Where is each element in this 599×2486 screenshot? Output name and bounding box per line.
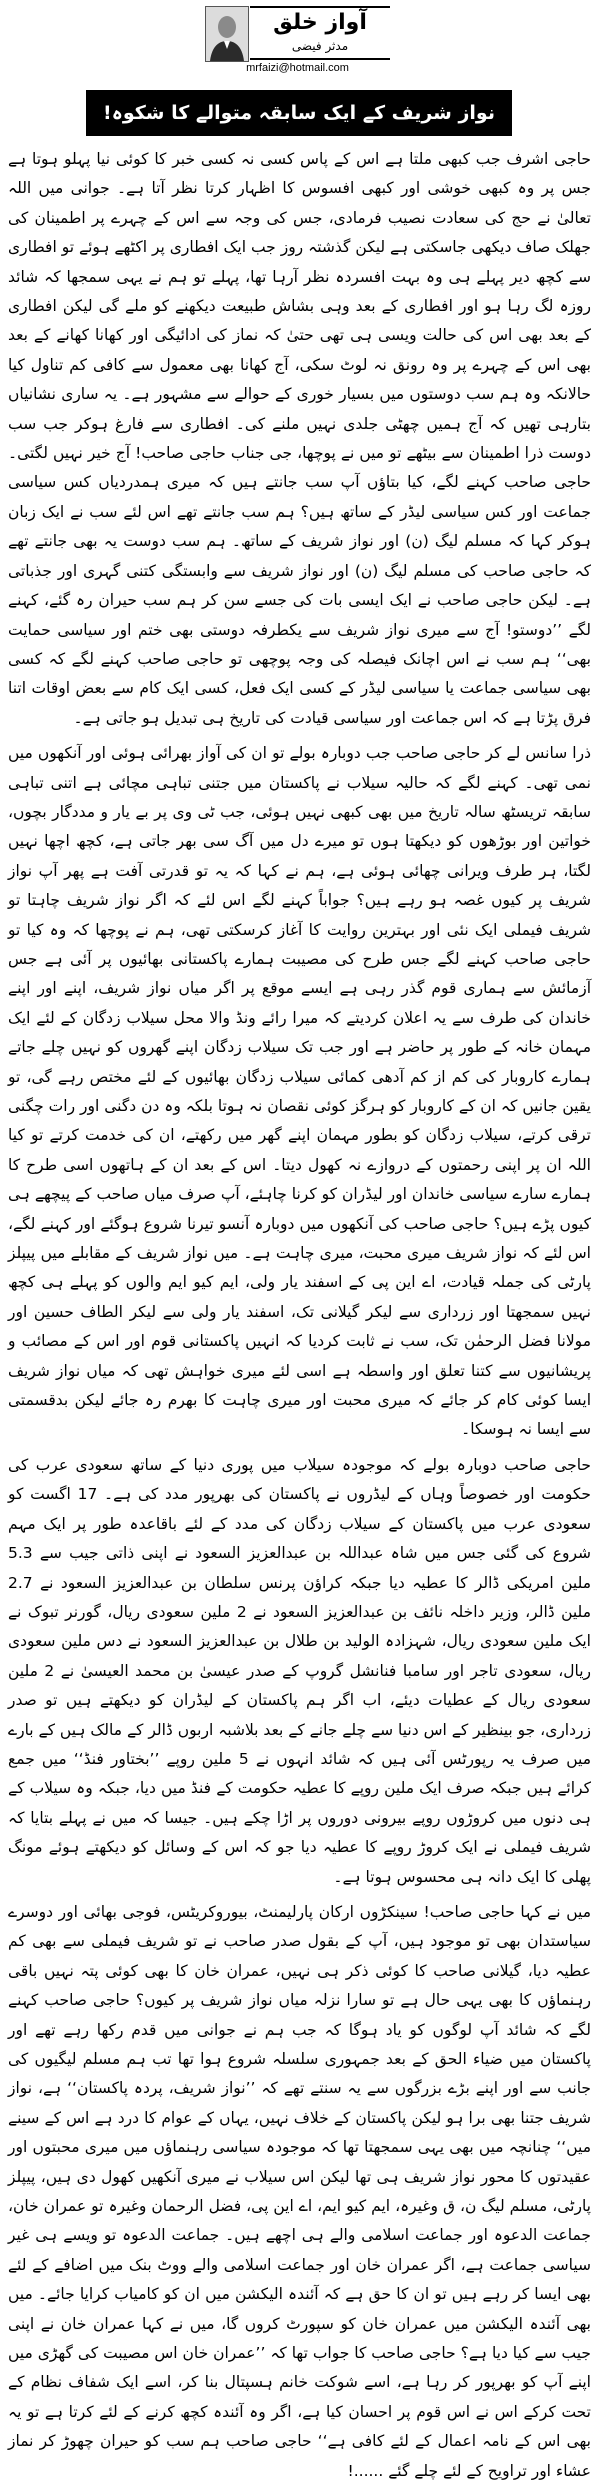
author-name: مدثر فیضی	[291, 39, 349, 53]
column-name: آواز خلق	[273, 10, 367, 35]
article-paragraph: ذرا سانس لے کر حاجی صاحب جب دوبارہ بولے تو ان کی آواز بھرائی ہوئی اور آنکھوں میں نمی تھی۔ کہنے لگے کہ حالیہ سیلاب نے پاکستان میں جتنی تباہی مچائی ہے اتنی تباہی سابقہ تریسٹھ سالہ تاریخ میں بھی کبھی نہیں ہوئی، جب ٹی وی پر بے یار و مددگار بچوں، خواتین اور بوڑھوں کو دیکھتا ہوں تو میرے دل میں آگ سی بھر جاتی ہے، کچھ اچھا نہیں لگتا، ہر طرف ویرانی چھائی ہوئی ہے، ہم نے کہا کہ یہ تو قدرتی آفت ہے پھر آپ نواز شریف پر کیوں غصہ ہو رہے ہیں؟ جواباً کہنے لگے اس لئے کہ اگر نواز شریف چاہتا تو شریف فیملی ایک نئی اور بہترین روایت کا آغاز کرسکتی تھی، ہم نے پوچھا کہ وہ کیا تو حاجی صاحب کہنے لگے جس طرح کی مصیبت ہمارے پاکستانی بھائیوں پر آئی ہے جس آزمائش سے ہماری قوم گذر رہی ہے ایسے موقع پر اگر میاں نواز شریف، اپنے اور اپنے خاندان کی طرف سے یہ اعلان کردیتے کہ میرا رائے ونڈ والا محل سیلاب زدگان کے لئے ایک مہمان خانہ کے طور پر حاضر ہے اور جب تک سیلاب زدگان اپنے گھروں کو نہیں چلے جاتے ہمارے کاروبار کی کم از کم آدھی کمائی سیلاب زدگان بھائیوں کے لئے مختص رہے گی، تو یقین جانیں کہ ان کے کاروبار کو ہرگز کوئی نقصان نہ ہوتا بلکہ وہ دن دگنی اور رات چگنی ترقی کرتے، سیلاب زدگان کو بطور مہمان اپنے گھر میں رکھتے، ان کی خدمت کرتے تو کیا اللہ ان پر اپنی رحمتوں کے دروازے نہ کھول دیتا۔ اس کے بعد ان کے ہاتھوں اسی طرح کا ہمارے سارے سیاسی خاندان اور لیڈران کو کرنا چاہئے، آپ صرف میاں صاحب کے پیچھے ہی کیوں پڑے ہیں؟ حاجی صاحب کی آنکھوں میں دوبارہ آنسو تیرنا شروع ہوگئے اور کہنے لگے، اس لئے کہ نواز شریف میری محبت، میری چاہت ہے۔ میں نواز شریف کے مقابلے میں پیپلز پارٹی کی جملہ قیادت، اے این پی کے اسفند یار ولی، ایم کیو ایم والوں کو پہلے ہی کچھ نہیں سمجھتا اور زرداری سے لیکر گیلانی تک، اسفند یار ولی سے لیکر الطاف حسین اور مولانا فضل الرحمٰن تک، سب نے ثابت کردیا کہ انہیں پاکستانی قوم اور اس کے مصائب و پریشانیوں سے کتنا تعلق اور واسطہ ہے اسی لئے میری خواہش تھی کہ میاں نواز شریف ایسا کوئی کام کر جائے کہ میری محبت اور میری چاہت کا بھرم رہ جائے لیکن بدقسمتی سے ایسا نہ ہوسکا۔	[8, 744, 591, 1439]
article-paragraph: حاجی صاحب دوبارہ بولے کہ موجودہ سیلاب میں پوری دنیا کے ساتھ سعودی عرب کی حکومت اور خصوصاً وہاں کے لیڈروں نے پاکستان کی بھرپور مدد کی ہے۔ 17 اگست کو سعودی عرب میں پاکستان کے سیلاب زدگان کی مدد کے لئے باقاعدہ طور پر ایک مہم شروع کی گئی جس میں شاہ عبداللہ بن عبدالعزیز السعود نے اپنی ذاتی جیب سے 5.3 ملین امریکی ڈالر کا عطیہ دیا جبکہ کراؤن پرنس سلطان بن عبدالعزیز السعود نے 2.7 ملین ڈالر، وزیر داخلہ نائف بن عبدالعزیز السعود نے 2 ملین سعودی ریال، گورنر تبوک نے ایک ملین سعودی ریال، شہزادہ الولید بن طلال بن عبدالعزیز السعود نے دس ملین سعودی ریال، سعودی تاجر اور سامبا فنانشل گروپ کے صدر عیسیٰ بن محمد العیسیٰ نے 2 ملین سعودی ریال کے عطیات دیئے، اب اگر ہم پاکستان کے لیڈران کو دیکھتے ہیں تو صدر زرداری، جو بینظیر کے اس دنیا سے چلے جانے کے بعد بلاشبہ اربوں ڈالر کے مالک ہیں کے بارے میں صرف یہ رپورٹس آئی ہیں کہ شائد انہوں نے 5 ملین روپے ’’بختاور فنڈ‘‘ میں جمع کرائے ہیں جبکہ صرف ایک ملین روپے کا عطیہ حکومت کے فنڈ میں دیا، جبکہ وہ سیلاب کے ہی دنوں میں کروڑوں روپے بیرونی دوروں پر اڑا چکے ہیں۔ جیسا کہ میں نے پہلے بتایا کہ شریف فیملی نے ایک کروڑ روپے کا عطیہ دیا جو کہ اس کے وسائل کو دیکھتے ہوئے مونگ پھلی کا ایک دانہ ہی محسوس ہوتا ہے۔	[8, 1455, 592, 1886]
column-header	[0, 0, 599, 80]
author-portrait-icon	[206, 7, 248, 61]
article-body	[8, 145, 592, 2480]
headline: نواز شریف کے ایک سابقہ متوالے کا شکوہ!	[103, 102, 495, 124]
headline-banner	[86, 90, 512, 136]
author-email: mrfaizi@hotmail.com	[246, 62, 349, 74]
author-photo	[205, 6, 249, 62]
column-logo	[250, 6, 390, 60]
article-paragraph: میں نے کہا حاجی صاحب! سینکڑوں ارکان پارلیمنٹ، بیوروکریٹس، فوجی بھائی اور دوسرے سیاستدان بھی تو موجود ہیں، آپ کے بقول صدر صاحب نے تو شریف فیملی سے بھی کم عطیہ دیا، گیلانی صاحب کا کوئی ذکر ہی نہیں، عمران خان کا بھی کوئی پتہ نہیں باقی رہنماؤں کا بھی یہی حال ہے تو سارا نزلہ میاں نواز شریف پر کیوں؟ حاجی صاحب کہنے لگے کہ شائد آپ لوگوں کو یاد ہوگا کہ جب ہم نے جوانی میں قدم رکھا رہے تھے اور پاکستان میں ضیاء الحق کے بعد جمہوری سلسلہ شروع ہوا تھا تب ہم مسلم لیگیوں کی جانب سے اور اپنے بڑے بزرگوں سے یہ سنتے تھے کہ ’’نواز شریف، پردہ پاکستان‘‘ ہے، نواز شریف جتنا بھی برا ہو لیکن پاکستان کے خلاف نہیں، یہاں کے عوام کا درد ہے اس کے سینے میں‘‘ چنانچہ میں بھی یہی سمجھتا تھا کہ موجودہ سیاسی رہنماؤں میں میری محبتوں اور عقیدتوں کا محور نواز شریف ہی تھا لیکن اس سیلاب نے میری آنکھیں کھول دی ہیں، پیپلز پارٹی، مسلم لیگ ن، ق وغیرہ، ایم کیو ایم، اے این پی، فضل الرحمان وغیرہ تو عمران خان، جماعت الدعوہ اور جماعت اسلامی والے ہی اچھے ہیں۔ جماعت الدعوہ تو ویسے ہی غیر سیاسی جماعت ہے، اگر عمران خان اور جماعت اسلامی والے ووٹ بنک میں اضافے کے لئے بھی ایسا کر رہے ہیں تو ان کا حق ہے کہ آئندہ الیکشن میں ان کو کامیاب کرایا جائے۔ میں بھی آئندہ الیکشن میں عمران خان کو سپورٹ کروں گا، میں نے کہا عمران خان نے اپنی جیب سے کیا دیا ہے؟ حاجی صاحب کا جواب تھا کہ ’’عمران خان اس مصیبت کی گھڑی میں اپنے آپ کو بھرپور کر رہا ہے، اسے شوکت خانم ہسپتال بنا کر، اسے ایک شفاف نظام کے تحت کرکے اس نے اس قوم پر احسان کیا ہے، اگر وہ آئندہ کچھ کرنے کے لئے کرتا ہے تو یہ بھی اس کے نامہ اعمال کے لئے کافی ہے‘‘ حاجی صاحب ہم سب کو حیران چھوڑ کر نماز عشاء اور تراویح کے لئے چلے گئے ......!	[8, 1902, 591, 2480]
article-paragraph: حاجی اشرف جب کبھی ملتا ہے اس کے پاس کسی نہ کسی خبر کا کوئی نیا پہلو ہوتا ہے جس پر وہ کبھی خوشی اور کبھی افسوس کا اظہار کرتا نظر آتا ہے۔ جوانی میں اللہ تعالیٰ نے حج کی سعادت نصیب فرمادی، جس کی وجہ سے اس کے چہرے پر اطمینان کی جھلک صاف دیکھی جاسکتی ہے لیکن گذشتہ روز جب ایک افطاری پر اکٹھے ہوئے تو افطاری سے کچھ دیر پہلے ہی وہ بہت افسردہ نظر آرہا تھا، پہلے تو ہم نے یہی سمجھا کہ شائد روزہ لگ رہا ہو اور افطاری کے بعد وہی بشاش طبیعت دیکھنے کو ملے گی لیکن افطاری کے بعد بھی اس کی حالت ویسی ہی تھی حتیٰ کہ نماز کی ادائیگی اور کھانا کھانے کے بعد بھی اس کے چہرے پر وہ رونق نہ لوٹ سکی، آج کھانا بھی معمول سے کافی کم تناول کیا حالانکہ وہ ہم سب دوستوں میں بسیار خوری کے حوالے سے مشہور ہے۔ یہ ساری نشانیاں بتارہی تھیں کہ آج ہمیں چھٹی جلدی نہیں ملنے کی۔ افطاری سے فارغ ہوکر جب سب دوست ذرا اطمینان سے بیٹھے تو میں نے پوچھا، جی جناب حاجی صاحب! آج خیر نہیں لگتی۔ حاجی صاحب کہنے لگے، کیا بتاؤں آپ سب جانتے ہیں کہ میری ہمدردیاں کس سیاسی جماعت اور کس سیاسی لیڈر کے ساتھ ہیں؟ ہم سب جانتے تھے اس لئے سب نے ایک زبان ہوکر کہا کہ مسلم لیگ (ن) اور نواز شریف کے ساتھ۔ ہم سب دوست یہ بھی جانتے تھے کہ حاجی صاحب کی مسلم لیگ (ن) اور نواز شریف سے وابستگی کتنی گہری اور جذباتی ہے۔ لیکن حاجی صاحب نے ایک ایسی بات کی جسے سن کر ہم سب حیران رہ گئے، کہنے لگے ’’دوستو! آج سے میری نواز شریف سے یکطرفہ دوستی بھی ختم اور سیاسی حمایت بھی‘‘ ہم سب نے اس اچانک فیصلہ کی وجہ پوچھی تو حاجی صاحب کہنے لگے کہ کسی بھی سیاسی جماعت یا سیاسی لیڈر کے کسی ایک فعل، کسی ایک کام سے بعض اوقات اتنا فرق پڑتا ہے کہ اس جماعت اور سیاسی قیادت کی تاریخ ہی تبدیل ہو جاتی ہے۔	[8, 150, 591, 727]
